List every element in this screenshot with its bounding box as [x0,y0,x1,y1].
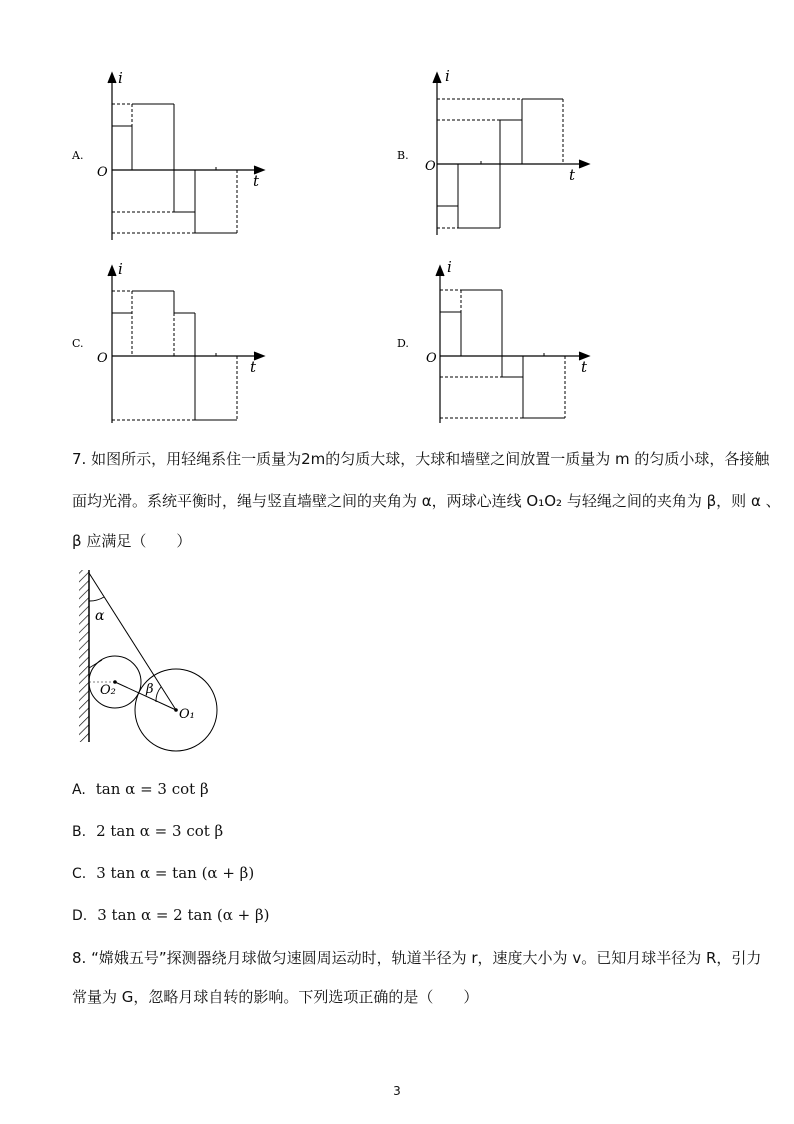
question-7-line-1: 7. 如图所示，用轻绳系住一质量为2m的匀质大球，大球和墙壁之间放置一质量为 m 的匀质小球，各接触 [72,450,770,468]
choice-formula: 2 tan α = 3 cot β [96,822,224,840]
figure-wall-balls [70,565,230,760]
axis-label-t: t [581,358,588,376]
axis-label-origin: O [426,351,437,366]
axis-label-origin: O [97,351,108,366]
o2-label: O₂ [100,683,116,698]
axis-label-i: i [447,258,452,276]
axis-label-i: i [445,67,450,85]
graph-option-c [60,258,280,428]
choice-d[interactable] [72,906,270,924]
question-7-line-3: β 应满足（ ） [72,532,192,550]
axis-label-i: i [118,260,123,278]
choice-b[interactable] [72,822,223,840]
option-label: C. [72,337,84,350]
graph-option-b [385,65,605,250]
axis-label-origin: O [97,165,108,180]
option-label: D. [397,337,409,350]
choice-c[interactable] [72,864,254,882]
choice-a[interactable] [72,780,209,798]
o1-label: O₁ [179,707,195,722]
choice-letter: D. [72,908,88,924]
option-label: B. [397,149,409,162]
choice-formula: 3 tan α = 2 tan (α + β) [97,906,270,924]
axis-label-t: t [250,358,257,376]
axis-label-t: t [569,166,576,184]
choice-formula: 3 tan α = tan (α + β) [96,864,255,882]
axis-label-t: t [253,172,260,190]
page-number: 3 [393,1084,401,1098]
alpha-label: α [95,608,105,624]
choice-letter: A. [72,782,86,798]
beta-label: β [146,682,154,697]
question-8-line-1: 8. “嫦娥五号”探测器绕月球做匀速圆周运动时，轨道半径为 r，速度大小为 v。已知月球半径为 R，引力 [72,949,762,967]
graph-option-a [60,65,280,250]
question-7-line-2: 面均光滑。系统平衡时，绳与竖直墙壁之间的夹角为 α，两球心连线 O₁O₂ 与轻绳之间的夹角为 β，则 α 、 [72,492,781,510]
axis-label-i: i [118,69,123,87]
graph-option-d [385,258,605,428]
choice-letter: C. [72,866,87,882]
option-label: A. [72,149,84,162]
choice-formula: tan α = 3 cot β [95,780,209,798]
axis-label-origin: O [425,159,436,174]
choice-letter: B. [72,824,87,840]
question-8-line-2: 常量为 G，忽略月球自转的影响。下列选项正确的是（ ） [72,988,479,1006]
